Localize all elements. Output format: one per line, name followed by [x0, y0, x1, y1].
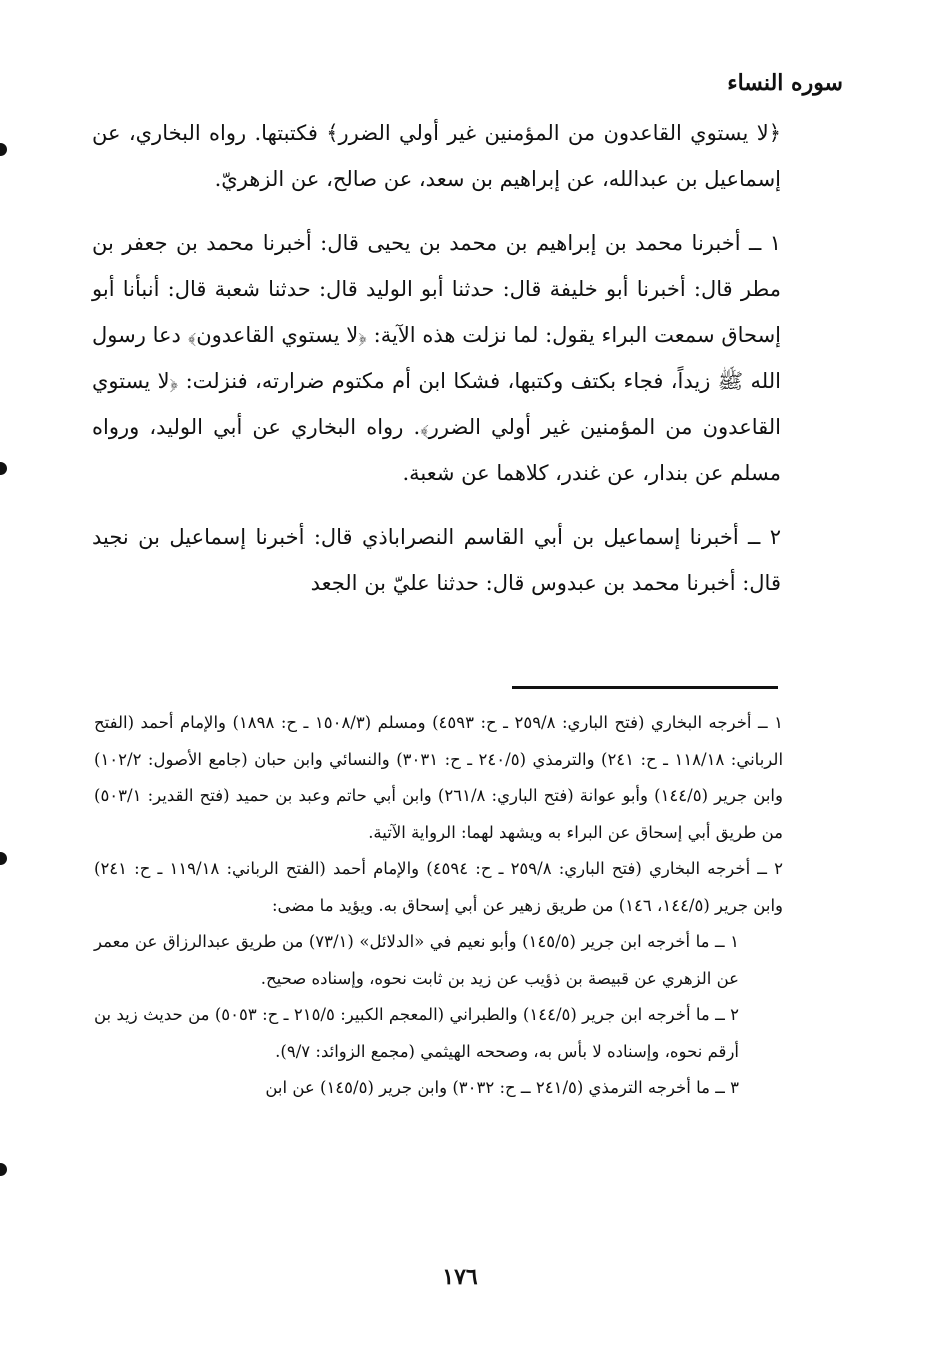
scan-edge-mark	[0, 852, 7, 865]
footnote-2: ٢ ــ أخرجه البخاري (فتح الباري: ٢٥٩/٨ ـ ح: ٤٥٩٤) والإمام أحمد (الفتح الرباني: ١١٩/١٨ ـ ح: ٢٤١) وابن جرير (١٤٤/٥، ١٤٦) من طريق زهير عن أبي إسحاق به. ويؤيد ما مضى:	[94, 859, 783, 915]
footnote-1: ١ ــ أخرجه البخاري (فتح الباري: ٢٥٩/٨ ـ ح: ٤٥٩٣) ومسلم (١٥٠٨/٣ ـ ح: ١٨٩٨) والإمام أحمد (الفتح الرباني: ١١٨/١٨ ـ ح: ٢٤١) والترمذي (٢٤٠/٥ ـ ح: ٣٠٣١) والنسائي وابن حبان (جامع الأصول: ١٠٢/٢) وابن جرير (١٤٤/٥) وأبو عوانة (فتح الباري: ٢٦١/٨) وابن أبي حاتم وعبد بن حميد (فتح القدير: ٥٠٣/١) من طريق أبي إسحاق عن البراء به ويشهد لهما: الرواية الآتية.	[94, 713, 784, 842]
intro-paragraph: ﴿لا يستوي القاعدون من المؤمنين غير أولي الضرر﴾ فكتبتها. رواه البخاري، عن إسماعيل بن عبدالله، عن إبراهيم بن سعد، عن صالح، عن الزهريّ.	[92, 121, 781, 191]
scan-edge-mark	[0, 1163, 7, 1176]
footnote-separator	[512, 686, 778, 689]
hadith-1-paragraph: ١ ــ أخبرنا محمد بن إبراهيم بن محمد بن يحيى قال: أخبرنا محمد بن جعفر بن مطر قال: أخبرنا أبو خليفة قال: حدثنا أبو الوليد قال: حدثنا شعبة قال: أنبأنا أبو إسحاق سمعت البراء يقول: لما نزلت هذه الآية: ﴿لا يستوي القاعدون﴾ دعا رسول الله ﷺ زيداً، فجاء بكتف وكتبها، فشكا ابن أم مكتوم ضرارته، فنزلت: ﴿لا يستوي القاعدون من المؤمنين غير أولي الضرر﴾. رواه البخاري عن أبي الوليد، ورواه مسلم عن بندار، عن غندر، كلاهما عن شعبة.	[92, 231, 781, 485]
footnotes-block	[94, 705, 783, 1107]
hadith-2-paragraph: ٢ ــ أخبرنا إسماعيل بن أبي القاسم النصراباذي قال: أخبرنا إسماعيل بن نجيد قال: أخبرنا محمد بن عبدوس قال: حدثنا عليّ بن الجعد	[92, 525, 781, 595]
scan-edge-mark	[0, 143, 7, 156]
running-header: سوره النساء	[727, 70, 843, 96]
footnote-2-sub-3: ٣ ــ ما أخرجه الترمذي (٢٤١/٥ ــ ح: ٣٠٣٢) وابن جرير (١٤٥/٥) عن ابن	[265, 1078, 739, 1097]
footnote-2-sub-2: ٢ ــ ما أخرجه ابن جرير (١٤٤/٥) والطبراني (المعجم الكبير: ٢١٥/٥ ـ ح: ٥٠٥٣) من حديث زيد بن أرقم نحوه، وإسناده لا بأس به، وصححه الهيثمي (مجمع الزوائد: ٩/٧).	[94, 1005, 740, 1061]
main-text-block	[92, 110, 781, 624]
scan-edge-mark	[0, 462, 7, 475]
footnote-2-sub-1: ١ ــ ما أخرجه ابن جرير (١٤٥/٥) وأبو نعيم في «الدلائل» (٧٣/١) من طريق عبدالرزاق عن معمر عن الزهري عن قبيصة بن ذؤيب عن زيد بن ثابت نحوه، وإسناده صحيح.	[94, 932, 739, 988]
page-number: ١٧٦	[442, 1264, 478, 1290]
